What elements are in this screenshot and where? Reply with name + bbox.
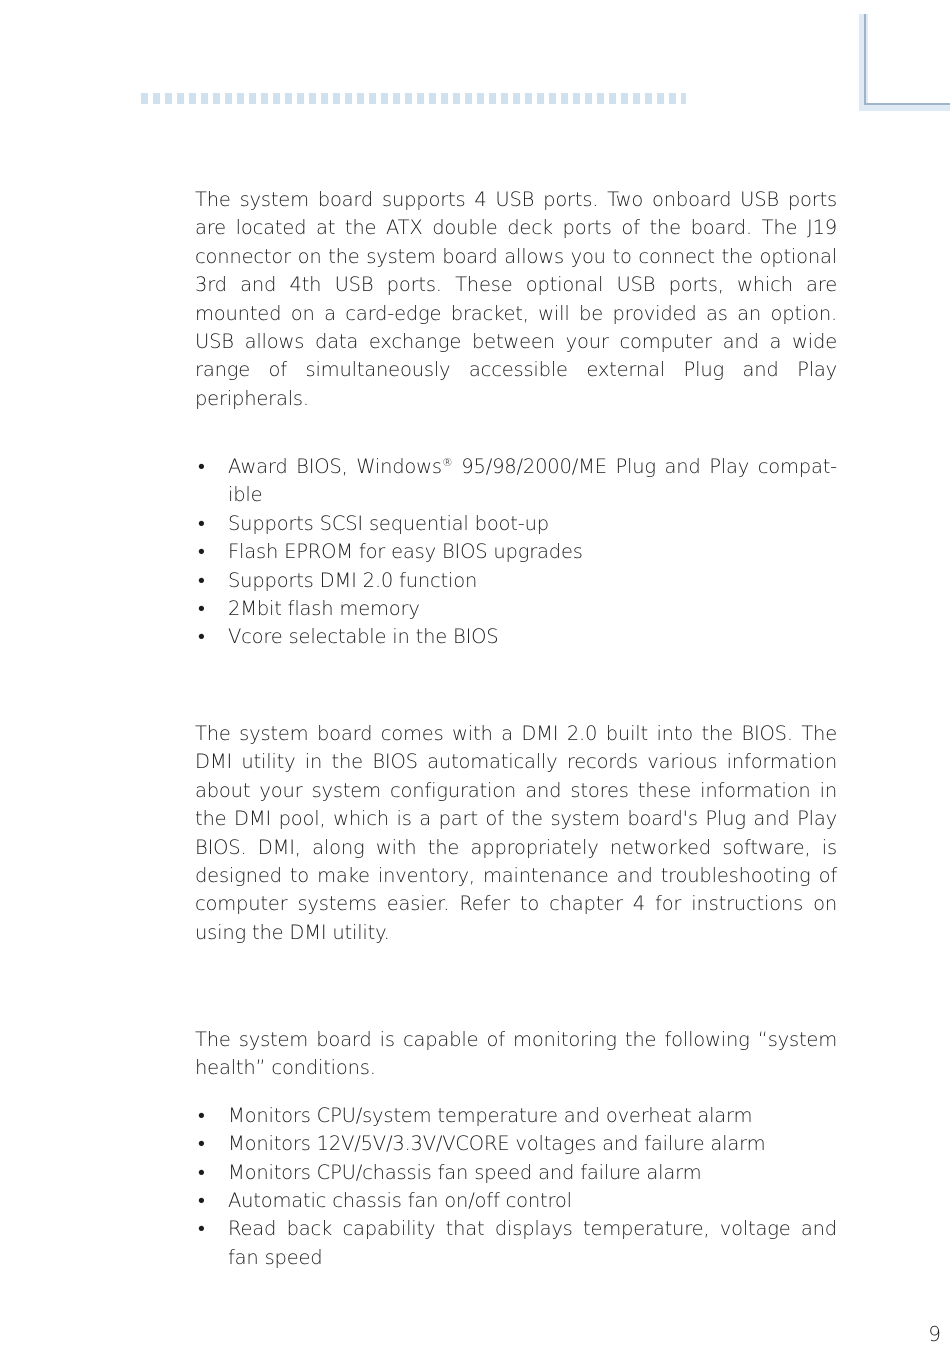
- usb-paragraph: The system board supports 4 USB ports. Two onboard USB ports are located at the ATX double deck ports of the board. The J19 connector on the system board allows you to connect the optional 3rd and 4th USB ports. These optional USB ports, which are mounted on a card-edge bracket, will be provided as an option. USB allows data exchange between your computer and a wide range of simultaneously accessible external Plug and Play peripherals.: [195, 188, 837, 410]
- list-item: • Automatic chassis fan on/off control: [195, 1187, 837, 1215]
- bios-feature-list: [195, 453, 837, 652]
- list-item: • 2Mbit flash memory: [195, 595, 837, 623]
- list-item: • Supports SCSI sequential boot-up: [195, 510, 837, 538]
- list-item: • Flash EPROM for easy BIOS upgrades: [195, 538, 837, 566]
- registered-mark: ®: [441, 456, 453, 469]
- bios-item-text: Award BIOS, Windows: [228, 455, 442, 478]
- dmi-paragraph: The system board comes with a DMI 2.0 built into the BIOS. The DMI utility in the BIOS automatically records various information about your system configuration and stores these information in the DMI pool, which is a part of the system board's Plug and Play BIOS. DMI, along with the appropriately networked software, is designed to make inventory, maintenance and troubleshooting of computer systems easier. Refer to chapter 4 for instructions on using the DMI utility.: [195, 722, 837, 944]
- list-item: • Supports DMI 2.0 function: [195, 567, 837, 595]
- corner-tab-frame: [864, 14, 950, 105]
- list-item: • Vcore selectable in the BIOS: [195, 623, 837, 651]
- list-item: • Monitors CPU/system temperature and overheat alarm: [195, 1102, 837, 1130]
- health-feature-list: [195, 1102, 837, 1272]
- health-intro: The system board is capable of monitoring the following “system health” conditions.: [195, 1028, 837, 1080]
- bios-section: [195, 453, 837, 652]
- list-item: • Read back capability that displays temperature, voltage and fan speed: [195, 1215, 837, 1272]
- list-item: • Monitors CPU/chassis fan speed and failure alarm: [195, 1159, 837, 1187]
- health-section: [195, 1026, 837, 1272]
- header-dotted-rule: [141, 93, 686, 104]
- dmi-section: [195, 720, 837, 947]
- bios-item-text-cont: 95/98/2000/ME Plug and Play compat-ible: [228, 455, 837, 507]
- page-number: 9: [928, 1322, 941, 1346]
- list-item: [195, 453, 837, 510]
- list-item: • Monitors 12V/5V/3.3V/VCORE voltages and failure alarm: [195, 1130, 837, 1158]
- usb-section: [195, 186, 837, 413]
